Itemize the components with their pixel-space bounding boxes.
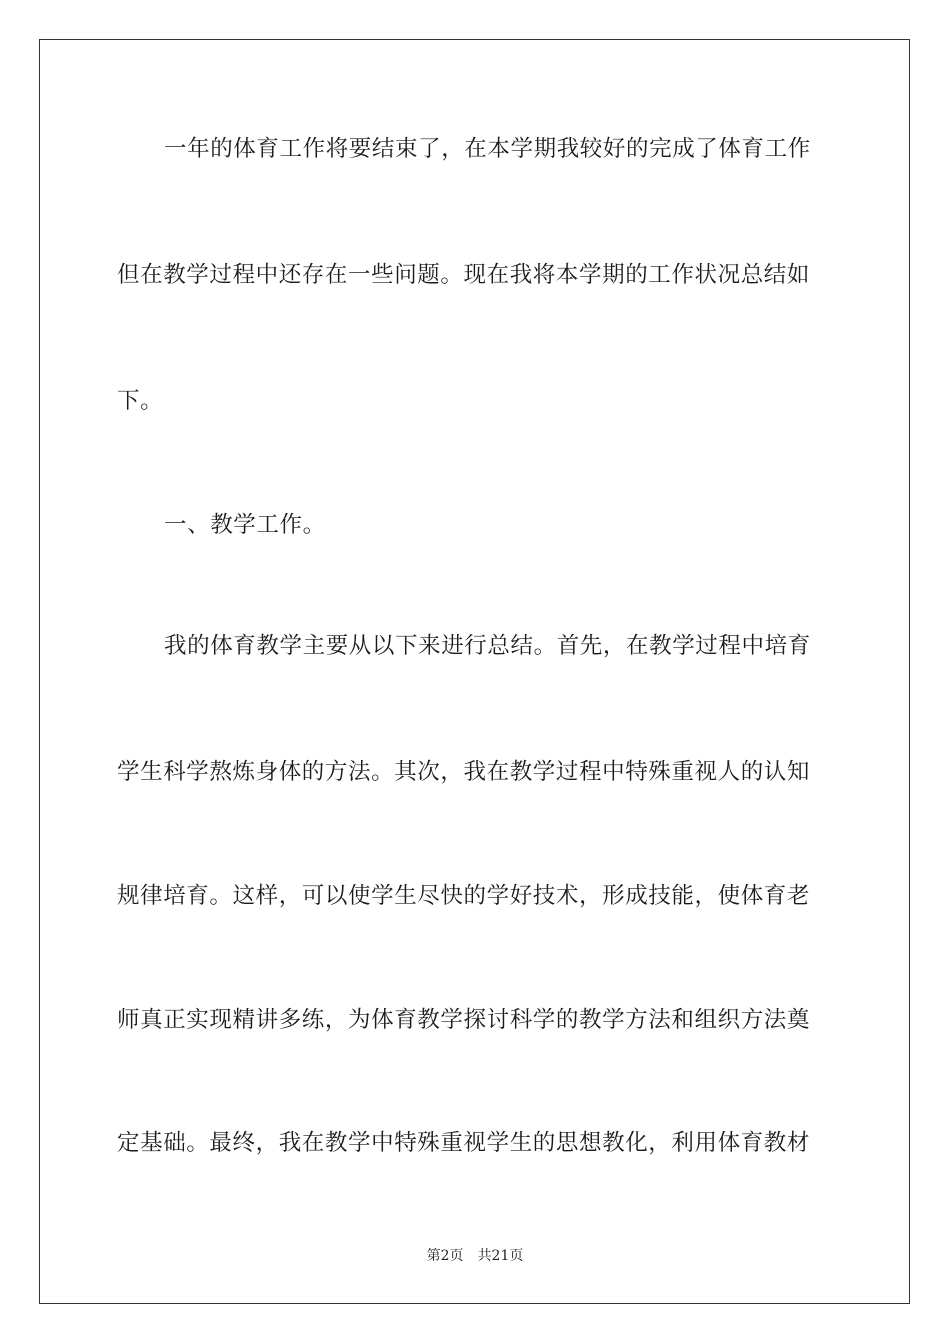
page-number: 第2页 <box>426 1248 464 1264</box>
section-heading: 一、教学工作。 <box>164 512 326 538</box>
page-footer <box>0 1247 950 1265</box>
page-total: 共21页 <box>477 1248 524 1264</box>
paragraph-line: 定基础。最终，我在教学中特殊重视学生的思想教化，利用体育教材 <box>117 1130 811 1156</box>
paragraph-line: 我的体育教学主要从以下来进行总结。首先，在教学过程中培育 <box>164 633 811 659</box>
paragraph-line: 师真正实现精讲多练，为体育教学探讨科学的教学方法和组织方法奠 <box>117 1007 811 1033</box>
paragraph-line: 下。 <box>117 388 164 414</box>
page-frame <box>39 39 910 1304</box>
paragraph-line: 但在教学过程中还存在一些问题。现在我将本学期的工作状况总结如 <box>117 262 811 288</box>
paragraph-line: 学生科学熬炼身体的方法。其次，我在教学过程中特殊重视人的认知 <box>117 759 811 785</box>
paragraph-line: 规律培育。这样，可以使学生尽快的学好技术，形成技能，使体育老 <box>117 883 811 909</box>
paragraph-line: 一年的体育工作将要结束了，在本学期我较好的完成了体育工作 <box>164 136 811 162</box>
